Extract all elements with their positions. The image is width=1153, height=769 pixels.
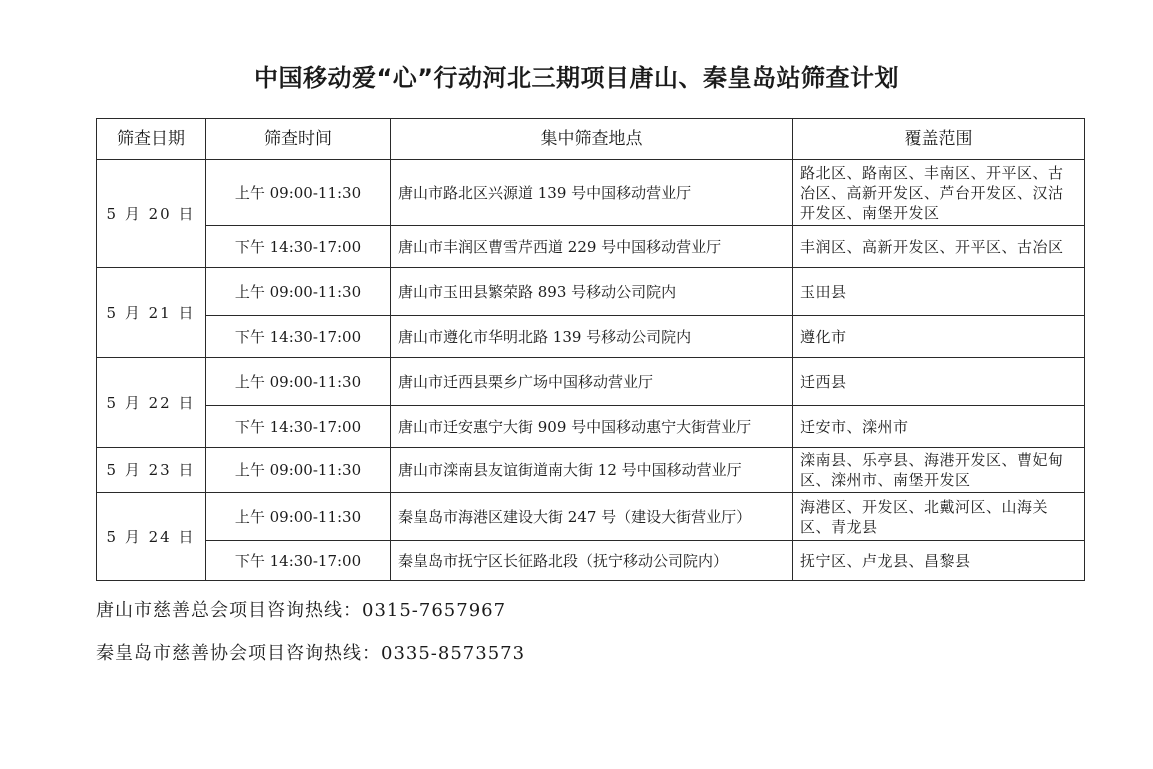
time-cell: 上午 09:00-11:30 <box>206 160 391 226</box>
tangshan-hotline: 唐山市慈善总会项目咨询热线：0315-7657967 <box>96 600 507 621</box>
coverage-cell: 抚宁区、卢龙县、昌黎县 <box>793 541 1085 581</box>
screening-schedule-table <box>96 118 1085 581</box>
time-cell: 下午 14:30-17:00 <box>206 541 391 581</box>
time-cell: 下午 14:30-17:00 <box>206 226 391 268</box>
header-location: 集中筛查地点 <box>391 119 793 160</box>
coverage-cell: 海港区、开发区、北戴河区、山海关区、青龙县 <box>793 493 1085 541</box>
coverage-cell: 迁安市、滦州市 <box>793 406 1085 448</box>
location-cell: 唐山市滦南县友谊街道南大街 12 号中国移动营业厅 <box>391 448 793 493</box>
header-coverage: 覆盖范围 <box>793 119 1085 160</box>
qinhuangdao-hotline: 秦皇岛市慈善协会项目咨询热线：0335-8573573 <box>96 643 526 664</box>
time-cell: 上午 09:00-11:30 <box>206 493 391 541</box>
location-cell: 唐山市丰润区曹雪芹西道 229 号中国移动营业厅 <box>391 226 793 268</box>
table-row <box>97 448 1085 493</box>
coverage-cell: 迁西县 <box>793 358 1085 406</box>
coverage-cell: 遵化市 <box>793 316 1085 358</box>
time-cell: 下午 14:30-17:00 <box>206 316 391 358</box>
date-cell: 5 月 24 日 <box>97 493 206 581</box>
table-row <box>97 493 1085 541</box>
time-cell: 上午 09:00-11:30 <box>206 448 391 493</box>
header-time: 筛查时间 <box>206 119 391 160</box>
table-header-row <box>97 119 1085 160</box>
location-cell: 秦皇岛市抚宁区长征路北段（抚宁移动公司院内） <box>391 541 793 581</box>
location-cell: 唐山市迁安惠宁大街 909 号中国移动惠宁大街营业厅 <box>391 406 793 448</box>
page-title: 中国移动爱“心”行动河北三期项目唐山、秦皇岛站筛查计划 <box>253 64 900 92</box>
time-cell: 上午 09:00-11:30 <box>206 358 391 406</box>
date-cell: 5 月 21 日 <box>97 268 206 358</box>
table-row <box>97 406 1085 448</box>
time-cell: 上午 09:00-11:30 <box>206 268 391 316</box>
table-row <box>97 268 1085 316</box>
date-cell: 5 月 22 日 <box>97 358 206 448</box>
table-row <box>97 541 1085 581</box>
table-row <box>97 226 1085 268</box>
coverage-cell: 滦南县、乐亭县、海港开发区、曹妃甸区、滦州市、南堡开发区 <box>793 448 1085 493</box>
location-cell: 唐山市路北区兴源道 139 号中国移动营业厅 <box>391 160 793 226</box>
location-cell: 唐山市玉田县繁荣路 893 号移动公司院内 <box>391 268 793 316</box>
coverage-cell: 路北区、路南区、丰南区、开平区、古冶区、高新开发区、芦台开发区、汉沽开发区、南堡开发区 <box>793 160 1085 226</box>
table-row <box>97 358 1085 406</box>
coverage-cell: 玉田县 <box>793 268 1085 316</box>
table-row <box>97 160 1085 226</box>
coverage-cell: 丰润区、高新开发区、开平区、古冶区 <box>793 226 1085 268</box>
time-cell: 下午 14:30-17:00 <box>206 406 391 448</box>
table-row <box>97 316 1085 358</box>
location-cell: 秦皇岛市海港区建设大街 247 号（建设大街营业厅） <box>391 493 793 541</box>
location-cell: 唐山市遵化市华明北路 139 号移动公司院内 <box>391 316 793 358</box>
location-cell: 唐山市迁西县栗乡广场中国移动营业厅 <box>391 358 793 406</box>
date-cell: 5 月 23 日 <box>97 448 206 493</box>
header-date: 筛查日期 <box>97 119 206 160</box>
date-cell: 5 月 20 日 <box>97 160 206 268</box>
